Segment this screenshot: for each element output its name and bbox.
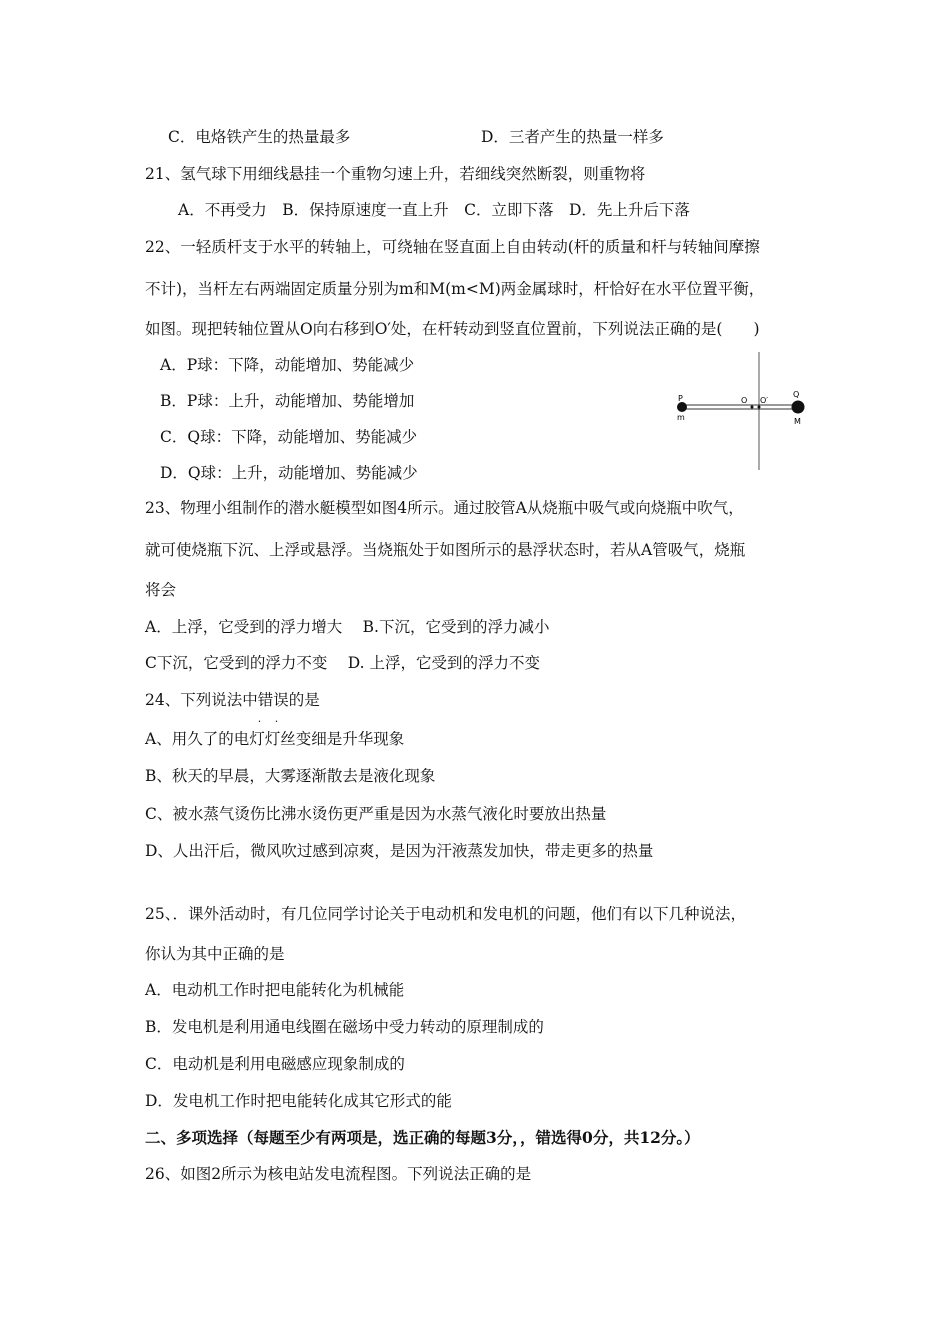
- question-25-option-c: C．电动机是利用电磁感应现象制成的: [145, 1055, 405, 1073]
- question-26: 26、如图2所示为核电站发电流程图。下列说法正确的是: [145, 1165, 532, 1183]
- question-23-line1: 23、物理小组制作的潜水艇模型如图4所示。通过胶管A从烧瓶中吸气或向烧瓶中吹气，: [145, 499, 744, 517]
- question-22-option-c: C．Q球：下降，动能增加、势能减少: [160, 428, 418, 446]
- label-o-prime: O′: [760, 396, 769, 405]
- ball-q: [792, 401, 805, 414]
- label-p: P: [678, 394, 683, 403]
- question-23-options-cd: C下沉，它受到的浮力不变 D. 上浮，它受到的浮力不变: [145, 654, 541, 672]
- question-22-option-b: B．P球：上升，动能增加、势能增加: [160, 392, 415, 410]
- question-25-line2: 你认为其中正确的是: [145, 945, 285, 963]
- question-24-emphasis: 错误 · ·: [258, 691, 289, 709]
- question-25-line1: 25、．课外活动时，有几位同学讨论关于电动机和发电机的问题，他们有以下几种说法，: [145, 905, 746, 923]
- pivot-o-prime: [758, 406, 761, 409]
- question-22-line3: 如图。现把转轴位置从O向右移到O′处，在杆转动到竖直位置前，下列说法正确的是( ): [145, 320, 760, 338]
- question-22-option-d: D．Q球：上升，动能增加、势能减少: [160, 464, 418, 482]
- label-q: Q: [793, 390, 800, 399]
- question-23-line2: 就可使烧瓶下沉、上浮或悬浮。当烧瓶处于如图所示的悬浮状态时，若从A管吸气，烧瓶: [145, 541, 746, 559]
- option-c-q20: C．电烙铁产生的热量最多: [168, 128, 351, 146]
- question-25-option-b: B．发电机是利用通电线圈在磁场中受力转动的原理制成的: [145, 1018, 544, 1036]
- section-2-heading: 二、多项选择（每题至少有两项是，选正确的每题3分，，错选得0分，共12分。）: [145, 1128, 700, 1147]
- question-21-options: A．不再受力 B．保持原速度一直上升 C．立即下落 D．先上升后下落: [178, 201, 690, 219]
- question-24: [145, 690, 320, 728]
- question-25-option-a: A．电动机工作时把电能转化为机械能: [145, 981, 405, 999]
- question-24-prefix: 24、下列说法中: [145, 691, 258, 709]
- question-24-option-b: B、秋天的早晨，大雾逐渐散去是液化现象: [145, 767, 436, 785]
- pivot-o: [751, 406, 754, 409]
- label-m: m: [677, 413, 685, 422]
- question-23-options-ab: A．上浮，它受到的浮力增大 B.下沉，它受到的浮力减小: [145, 618, 550, 636]
- question-22-line2: 不计)，当杆左右两端固定质量分别为m和M(m<M)两金属球时，杆恰好在水平位置平衡，: [145, 280, 765, 298]
- lever-rod: [682, 405, 798, 409]
- question-21: 21、氢气球下用细线悬挂一个重物匀速上升，若细线突然断裂，则重物将: [145, 165, 646, 183]
- ball-p: [677, 402, 687, 412]
- question-23-line3: 将会: [145, 581, 177, 599]
- question-22-option-a: A．P球：下降，动能增加、势能减少: [160, 356, 415, 374]
- question-25-option-d: D．发电机工作时把电能转化成其它形式的能: [145, 1092, 452, 1110]
- question-24-option-a: A、用久了的电灯灯丝变细是升华现象: [145, 730, 405, 748]
- question-24-suffix: 的是: [288, 691, 320, 709]
- label-big-m: M: [794, 417, 801, 426]
- question-22-line1: 22、一轻质杆支于水平的转轴上，可绕轴在竖直面上自由转动(杆的质量和杆与转轴间摩擦: [145, 238, 760, 256]
- question-24-option-d: D、人出汗后，微风吹过感到凉爽，是因为汗液蒸发加快，带走更多的热量: [145, 842, 654, 860]
- question-24-option-c: C、被水蒸气烫伤比沸水烫伤更严重是因为水蒸气液化时要放出热量: [145, 805, 607, 823]
- label-o: O: [741, 396, 748, 405]
- emphasis-dots: · ·: [257, 715, 284, 728]
- lever-diagram: [672, 352, 812, 470]
- option-d-q20: D．三者产生的热量一样多: [481, 128, 664, 146]
